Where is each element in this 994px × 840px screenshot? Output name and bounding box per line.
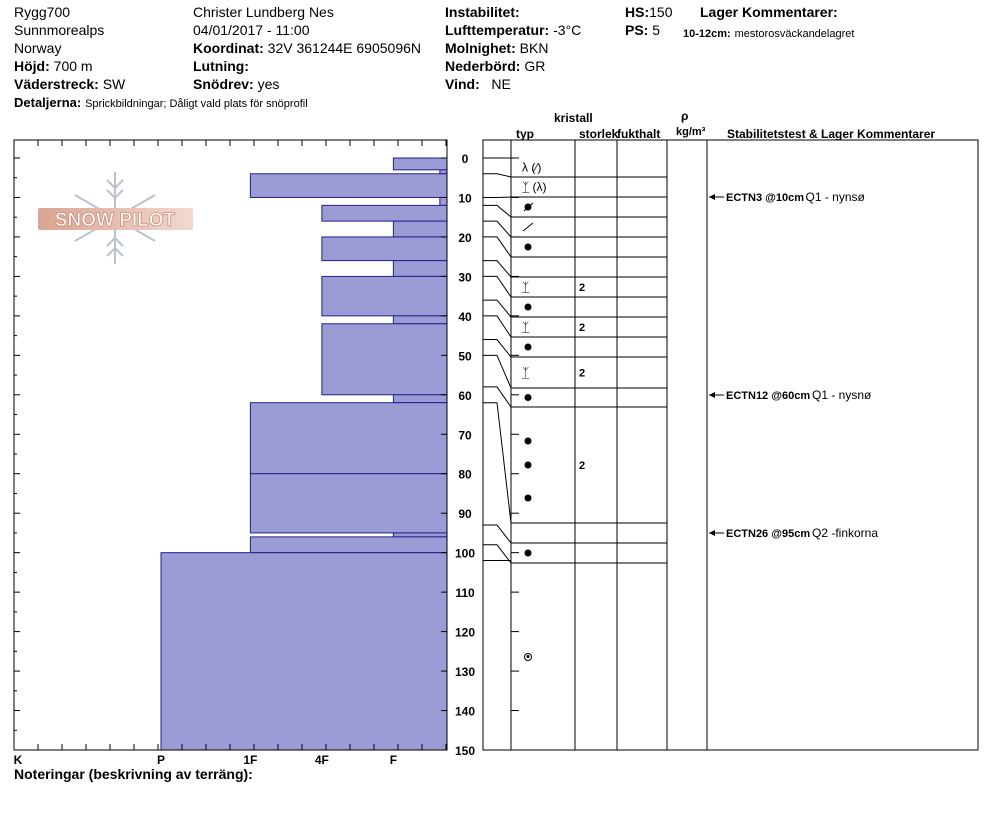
layer-connector (483, 355, 511, 388)
layer-connector (483, 221, 511, 237)
crystal-slash-icon (523, 223, 533, 231)
drift-value: yes (257, 76, 280, 92)
crystal-size-label: 2 (579, 367, 586, 380)
col-header-density-unit: kg/m³ (676, 126, 706, 138)
elevation-label: Höjd: (14, 58, 50, 74)
wind-label: Vind: (445, 76, 480, 92)
depth-tick-label: 120 (454, 625, 476, 640)
crystal-size-label: 2 (579, 282, 586, 294)
depth-tick-label: 40 (458, 309, 472, 324)
test-comment: Q2 -finkorna (812, 526, 879, 540)
test-code: ECTN3 @10cm (726, 192, 804, 204)
depth-tick-label: 60 (458, 388, 472, 403)
aspect-label: Väderstreck: (14, 76, 99, 92)
crystal-size-label: 2 (579, 322, 586, 334)
crystal-type-label: λ (⁄) (522, 160, 542, 175)
hardness-bar (393, 158, 447, 170)
test-comment: Q1 - nysnø (812, 388, 872, 402)
hardness-scale-label: K (13, 753, 23, 767)
instability-label: Instabilitet: (445, 4, 520, 20)
crystal-type-label: ᛉ̲ (λ) (522, 180, 547, 194)
layer-comment-range: 10-12cm: (683, 28, 731, 40)
hardness-scale-label: F (389, 753, 398, 767)
hardness-axis (0, 753, 397, 767)
depth-tick-label: 30 (458, 270, 472, 285)
precip-label: Nederbörd: (445, 58, 521, 74)
crystal-dot-icon (525, 550, 532, 557)
air-temp-label: Lufttemperatur: (445, 22, 550, 38)
col-header-kristall: kristall (554, 111, 593, 125)
wind-value: NE (491, 76, 511, 92)
test-arrow-icon (709, 194, 715, 200)
depth-tick-label: 100 (454, 546, 476, 561)
layer-connector (483, 205, 511, 217)
hardness-bar (250, 474, 447, 533)
ps-label: PS: (625, 22, 649, 38)
hardness-bars (161, 158, 447, 750)
layer-table-frame (483, 140, 978, 750)
layer-connector (483, 403, 511, 523)
test-code: ECTN12 @60cm (726, 390, 811, 402)
crystal-dot-icon (525, 244, 532, 251)
crystal-dot-icon (525, 304, 532, 311)
notes-label: Noteringar (beskrivning av terräng): (14, 766, 253, 782)
crystal-dot-icon (525, 462, 532, 469)
hs-label: HS: (625, 4, 650, 20)
col-header-stability: Stabilitetstest & Lager Kommentarer (727, 127, 936, 141)
depth-tick-label: 90 (458, 507, 472, 522)
observation-datetime: 04/01/2017 - 11:00 (193, 22, 310, 38)
hardness-scale-label: P (156, 753, 166, 767)
test-arrow-icon (709, 392, 715, 398)
chart-frames (14, 140, 978, 750)
coordinate-label: Koordinat: (193, 40, 264, 56)
depth-tick-label: 150 (454, 744, 476, 758)
ps-value: 5 (652, 22, 661, 38)
hardness-bar (393, 261, 447, 277)
depth-axis (455, 152, 475, 758)
hardness-bar (322, 237, 447, 261)
layer-connector (483, 316, 511, 337)
depth-tick-label: 50 (458, 349, 472, 364)
col-header-storlek: storlek (579, 127, 619, 141)
col-header-typ: typ (516, 127, 534, 141)
hardness-scale-label: 4F (314, 753, 329, 767)
hardness-bar (393, 395, 447, 403)
crystal-type-label: ᛉ̲ (522, 280, 530, 294)
hardness-bar (322, 205, 447, 221)
location-name: Rygg700 (14, 4, 71, 20)
layer-connector (483, 276, 511, 297)
cloud-label: Molnighet: (445, 40, 516, 56)
depth-tick-label: 130 (454, 665, 476, 680)
test-code: ECTN26 @95cm (726, 528, 811, 540)
coordinate-value: 32V 361244E 6905096N (267, 40, 422, 56)
drift-label: Snödrev: (193, 76, 254, 92)
test-arrow-icon (709, 530, 715, 536)
aspect-value: SW (102, 76, 126, 92)
hardness-bar (393, 533, 447, 537)
crystal-dot-icon (525, 344, 532, 351)
crystal-type-label: ᛉ̲ (522, 365, 530, 380)
test-comment: Q1 - nynsø (805, 190, 865, 204)
hardness-bar (250, 403, 447, 474)
crystal-size-label: 2 (579, 460, 586, 472)
layer-connector (483, 340, 511, 357)
depth-tick-label: 20 (458, 230, 472, 245)
depth-tick-label: 140 (454, 704, 476, 719)
crystal-dot-icon (525, 495, 532, 502)
layer-connector (483, 237, 511, 257)
hardness-bar (393, 221, 447, 237)
depth-tick-label: 0 (461, 152, 469, 166)
layer-connector (483, 174, 511, 177)
region-name: Sunnmorealps (14, 22, 105, 38)
layer-connector (483, 525, 511, 543)
hardness-bar (161, 553, 447, 750)
crystal-dot-icon (525, 394, 532, 401)
depth-tick-label: 80 (458, 467, 472, 482)
layer-connector (483, 300, 511, 317)
details-value: Sprickbildningar; Dåligt vald plats för snöprofil (85, 98, 308, 110)
crystal-type-label: ᛉ̲ (522, 320, 530, 334)
depth-tick-label: 70 (458, 428, 472, 443)
hardness-bar (440, 170, 447, 174)
col-header-fukthalt: fukthalt (617, 127, 661, 141)
hardness-bar (440, 197, 447, 205)
details-label: Detaljerna: (14, 95, 82, 110)
col-header-rho: ρ (681, 109, 689, 123)
layer-comment-text: mestorosväckandelagret (734, 28, 855, 40)
depth-tick-label: 10 (458, 191, 472, 206)
snow-pilot-logo (38, 172, 193, 264)
hardness-bar (250, 537, 447, 553)
country-name: Norway (14, 40, 62, 56)
stability-tests (709, 190, 878, 540)
crystal-dot-icon (525, 438, 532, 445)
elevation-value: 700 m (53, 58, 93, 74)
layer-comments-title: Lager Kommentarer: (700, 4, 838, 20)
layer-connector (483, 261, 511, 277)
hardness-bar (250, 174, 447, 198)
hardness-bar (322, 276, 447, 315)
depth-tick-label: 110 (455, 586, 475, 601)
crystal-small-dot-icon (527, 655, 530, 658)
air-temp-value: -3°C (553, 22, 582, 38)
cloud-value: BKN (519, 40, 549, 56)
hs-value: 150 (649, 4, 673, 20)
slope-label: Lutning: (193, 58, 249, 74)
hardness-scale-label: 1F (243, 753, 258, 767)
observer-name: Christer Lundberg Nes (193, 4, 334, 20)
hardness-bar (322, 324, 447, 395)
hardness-bar (393, 316, 447, 324)
logo-text: SNOW PILOT (54, 210, 176, 231)
precip-value: GR (524, 58, 546, 74)
